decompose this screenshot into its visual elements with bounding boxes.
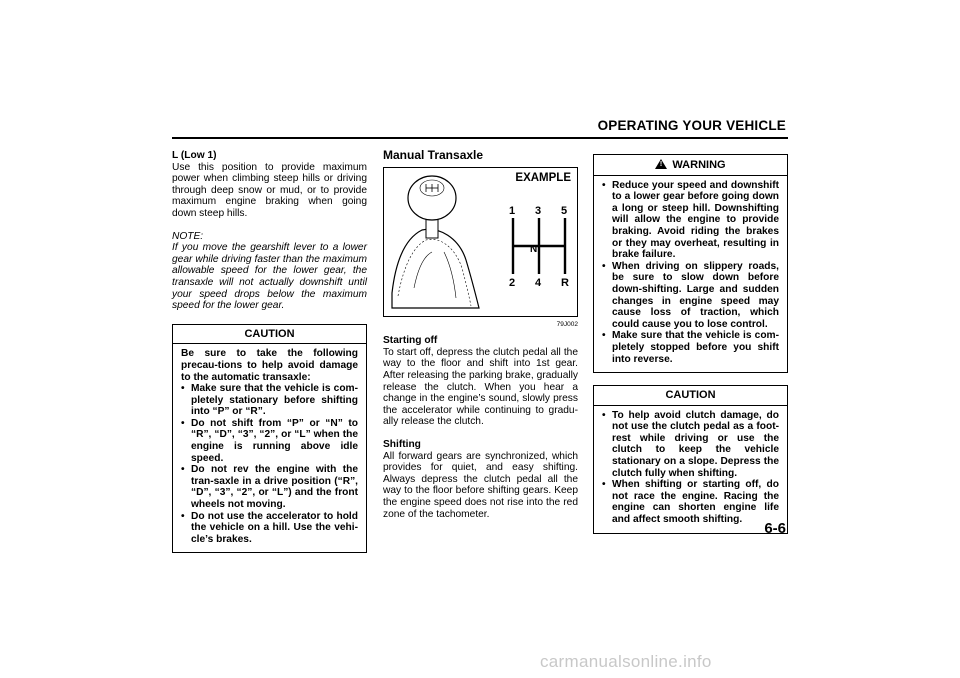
gear-neutral-label: N (530, 243, 538, 255)
warning-item: • Reduce your speed and downshift to a lower gear before going down a long or steep hill. Downshifting will allow the engine to provide braking. Avoid riding the brakes or they may overheat, resulting in brake failure. (602, 180, 779, 261)
note-label: NOTE: (172, 230, 204, 242)
warning-triangle-icon: ! (655, 159, 667, 169)
caution-item: • Do not use the accelerator to hold the vehicle on a hill. Use the vehi-cle’s brakes. (181, 511, 358, 546)
caution-box-manual (593, 385, 788, 534)
gear-2-label: 2 (509, 276, 516, 289)
note-text: If you move the gearshift lever to a lower gear while driving faster than the maximum allowable speed for the lower gear, the transaxle will not actually downshift until your speed drops below the maximum speed for the lower gear. (172, 242, 367, 312)
gear-1-label: 1 (509, 204, 516, 217)
warning-box (593, 154, 788, 373)
caution-intro: Be sure to take the following precau-tions to help avoid damage to the automatic transaxle: (181, 348, 358, 383)
caution-item: • Make sure that the vehicle is com-pletely stationary before shifting into “P” or “R”. (181, 383, 358, 418)
shifting-text: All forward gears are synchronized, which provides for quiet, and easy shifting. Always depress the clutch pedal all the way to the floor before shifting gears. Keep the engine speed does not rise into the red zone of the tachometer. (383, 450, 578, 520)
caution-item: • When shifting or starting off, do not race the engine. Racing the engine can shorten engine life and affect smooth shifting. (602, 479, 779, 525)
caution-title: CAUTION (173, 325, 366, 345)
figure-code: 79J002 (556, 320, 578, 328)
starting-off-title: Starting off (383, 335, 438, 347)
column-middle (383, 150, 578, 520)
header-rule (172, 137, 788, 139)
caution-box-automatic (172, 324, 367, 554)
warning-header (594, 155, 787, 176)
warning-title: WARNING (672, 159, 726, 171)
shifting-title: Shifting (383, 438, 421, 450)
caution-item: • To help avoid clutch damage, do not use the clutch pedal as a foot-rest while driving or use the clutch to keep the vehicle stationary on a slope. Depress the clutch fully when shifting. (602, 410, 779, 480)
l-low-heading: L (Low 1) (172, 150, 217, 161)
starting-off-text: To start off, depress the clutch pedal all the way to the floor and shift into 1st gear. After releasing the parking brake, gradually release the clutch. When you hear a change in the engine’s sound, slowly press the accelerator while continuing to gradu-ally release the clutch. (383, 346, 578, 428)
warning-item: • When driving on slippery roads, be sure to slow down before down-shifting. Large and sudden changes in engine speed may cause loss of traction, which could cause you to lose control. (602, 261, 779, 331)
page-header-title: OPERATING YOUR VEHICLE (597, 118, 786, 133)
shift-pattern-diagram (513, 218, 565, 274)
column-left (172, 150, 367, 553)
figure-example-label: EXAMPLE (515, 171, 571, 184)
warning-item: • Make sure that the vehicle is com-pletely stopped before you shift into reverse. (602, 330, 779, 365)
caution-item: • Do not rev the engine with the tran-saxle in a drive position (“R”, “D”, “3”, “2”, or “L”) and the front wheels not moving. (181, 464, 358, 510)
gear-3-label: 3 (535, 204, 542, 217)
gear-5-label: 5 (561, 204, 568, 217)
l-low-paragraph: Use this position to provide maximum power when climbing steep hills or driving through deep snow or mud, or to provide maximum engine braking when going down steep hills. (172, 161, 367, 219)
column-right (593, 150, 788, 534)
watermark-text: carmanualsonline.info (540, 652, 712, 671)
gear-r-label: R (561, 276, 569, 289)
gearshift-figure (383, 167, 578, 317)
caution-title: CAUTION (594, 386, 787, 406)
caution-item: • Do not shift from “P” or “N” to “R”, “D”, “3”, “2”, or “L” when the engine is running above idle speed. (181, 418, 358, 464)
gearshift-illustration (384, 168, 577, 316)
gear-4-label: 4 (535, 276, 542, 289)
manual-transaxle-title: Manual Transaxle (383, 148, 484, 162)
page-number: 6-6 (764, 520, 786, 537)
